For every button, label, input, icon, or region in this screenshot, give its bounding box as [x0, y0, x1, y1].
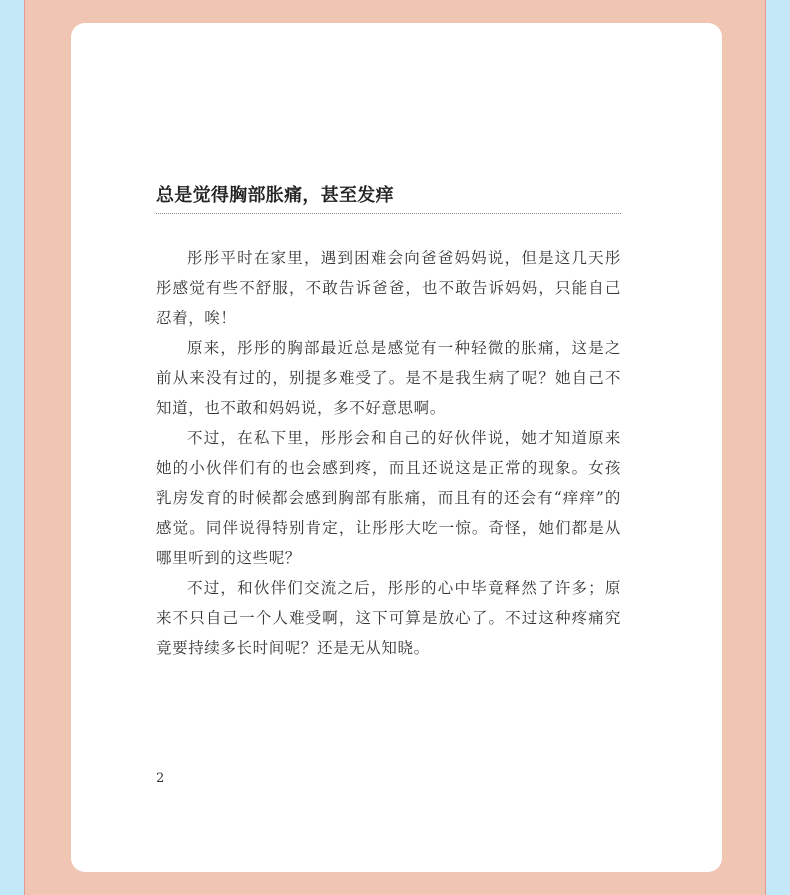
paragraph-4: 不过，和伙伴们交流之后，彤彤的心中毕竟释然了许多；原来不只自己一个人难受啊，这下可算是放心了。不过这种疼痛究竟要持续多长时间呢？还是无从知晓。	[156, 579, 621, 657]
page-number: 2	[156, 771, 165, 786]
paragraph-1: 彤彤平时在家里，遇到困难会向爸爸妈妈说，但是这几天彤彤感觉有些不舒服，不敢告诉爸爸，也不敢告诉妈妈，只能自己忍着，唉！	[156, 249, 621, 327]
book-page	[71, 23, 722, 872]
body-text	[156, 243, 621, 663]
section-title: 总是觉得胸部胀痛，甚至发痒	[156, 183, 621, 214]
paragraph-2: 原来，彤彤的胸部最近总是感觉有一种轻微的胀痛，这是之前从来没有过的，别提多难受了。是不是我生病了呢？她自己不知道，也不敢和妈妈说，多不好意思啊。	[156, 339, 621, 417]
paragraph-3: 不过，在私下里，彤彤会和自己的好伙伴说，她才知道原来她的小伙伴们有的也会感到疼，而且还说这是正常的现象。女孩乳房发育的时候都会感到胸部有胀痛，而且有的还会有“痒痒”的感觉。同伴说得特别肯定，让彤彤大吃一惊。奇怪，她们都是从哪里听到的这些呢？	[156, 429, 621, 567]
